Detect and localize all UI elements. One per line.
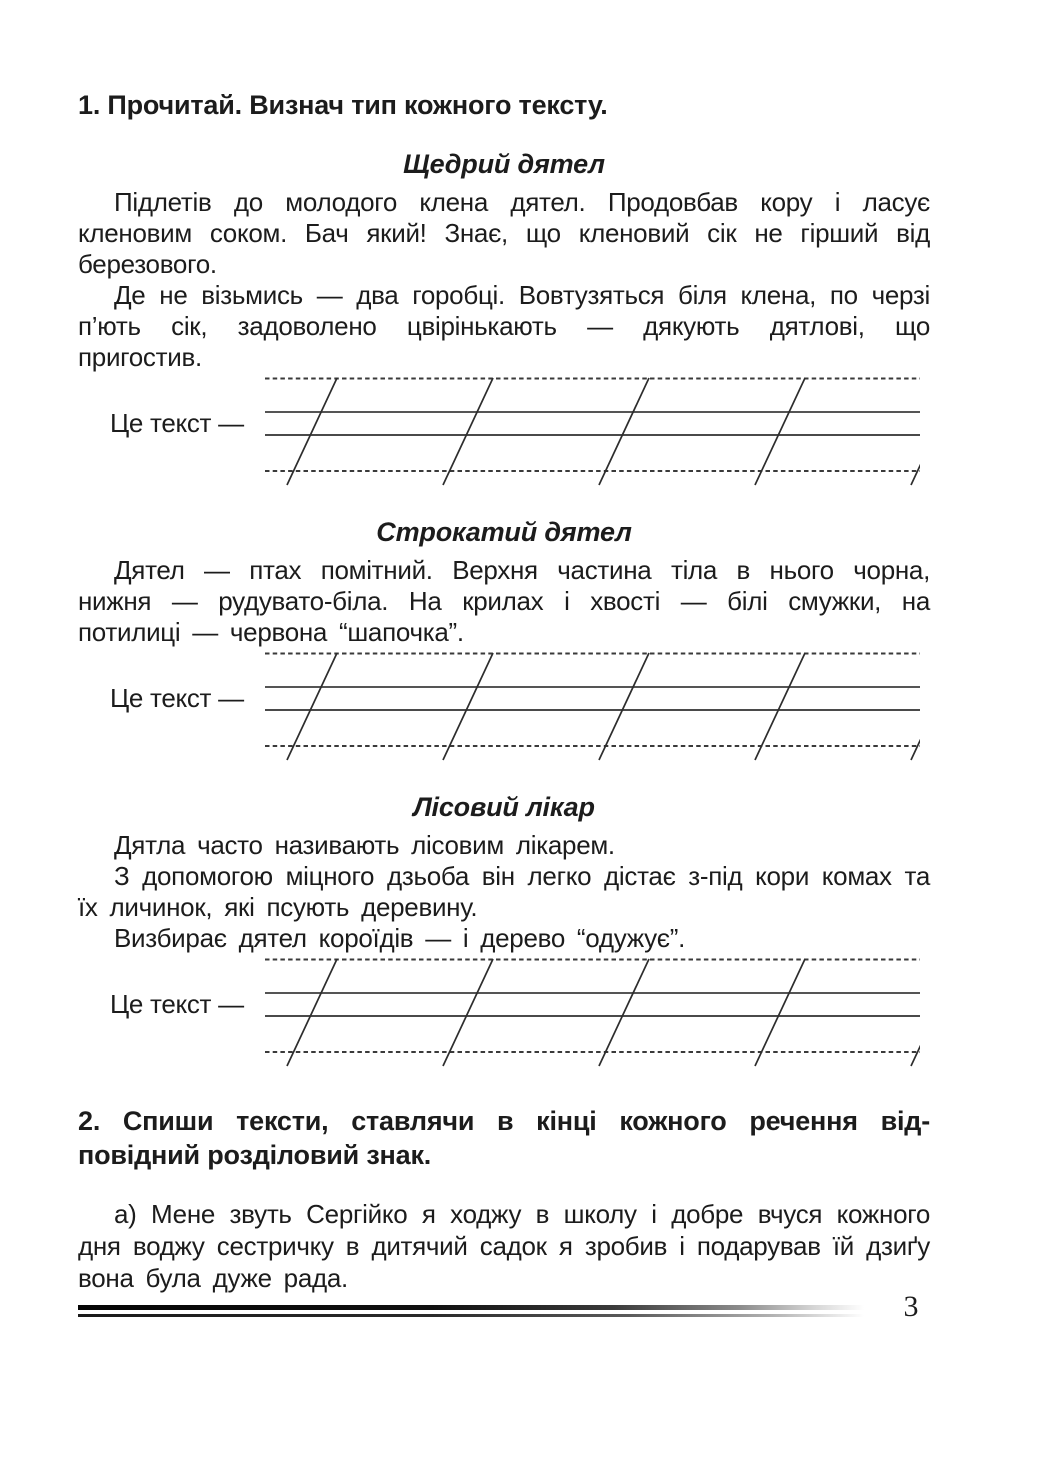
handwriting-guide-lines (265, 652, 920, 764)
text3-paragraph-1: Дятла часто називають лісовим лікарем. (114, 830, 615, 860)
answer-row-1 (78, 377, 930, 489)
footer-rule-thin (78, 1314, 864, 1317)
text2-paragraph-1: Дятел — птах помітний. Верхня частина тіла в нього чорна, нижня — рудувато-біла. На крилах і хвості — білі смужки, на потилиці — червона “шапочка”. (78, 555, 930, 647)
answer-row-3 (78, 958, 930, 1070)
answer-row-2 (78, 652, 930, 764)
text2-title: Строкатий дятел (376, 517, 632, 547)
footer-rule-thick (78, 1305, 864, 1310)
answer-label-2: Це текст — (110, 683, 244, 713)
page-content (78, 0, 930, 1294)
task2-heading-line1: 2. Спиши тексти, ставлячи в кінці кожного речення від- (78, 1106, 930, 1136)
task2-heading (78, 1104, 930, 1172)
text3-paragraph-3: Визбирає дятел короїдів — і дерево “одужує”. (114, 923, 686, 953)
answer-label-1: Це текст — (110, 408, 244, 438)
answer-label-3: Це текст — (110, 989, 244, 1019)
handwriting-guide-lines (265, 377, 920, 489)
handwriting-guide-lines (265, 958, 920, 1070)
text1-title: Щедрий дятел (403, 149, 605, 179)
text3-title: Лісовий лікар (413, 792, 595, 822)
text1-paragraph-1: Підлетів до молодого клена дятел. Продовбав кору і ласує кленовим соком. Бач який! Знає, що кленовий сік не гірший від березового. (78, 187, 930, 279)
task2-heading-line2: повідний розділовий знак. (78, 1140, 432, 1170)
task1-heading: 1. Прочитай. Визнач тип кожного тексту. (78, 90, 608, 120)
footer-rule (78, 1292, 864, 1317)
page-number: 3 (903, 1290, 919, 1323)
page-footer (78, 1292, 930, 1322)
text1-paragraph-2: Де не візьмись — два горобці. Вовтузяться біля клена, по черзі п’ють сік, задоволено цвірінькають — дякують дятлові, що пригостив. (78, 280, 930, 372)
text-section-2 (78, 517, 930, 764)
text-section-3 (78, 792, 930, 1070)
text3-paragraph-2: З допомогою міцного дзьоба він легко дістає з-під кори комах та їх личинок, які псують деревину. (78, 861, 930, 922)
text-section-1 (78, 149, 930, 489)
task2-item-a: а) Мене звуть Сергійко я ходжу в школу і добре вчуся кожного дня воджу сестричку в дитячий садок я зробив і подарував їй дзиґу вона була дуже рада. (78, 1199, 930, 1293)
